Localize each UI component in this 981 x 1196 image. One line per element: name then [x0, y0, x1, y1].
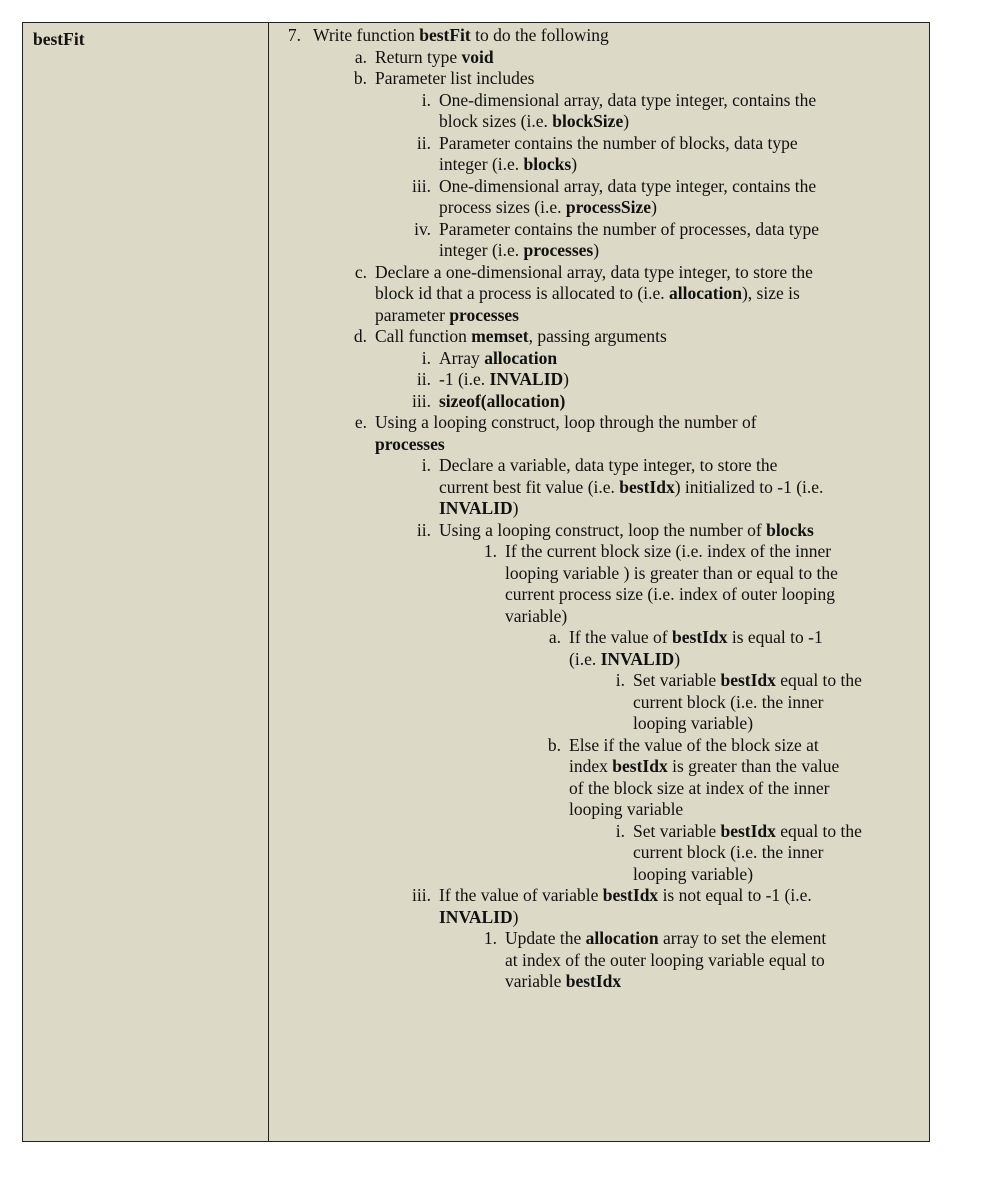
step-text: current process size (i.e. index of outer looping: [505, 584, 835, 604]
function-name-cell: [23, 23, 269, 1141]
step-marker: iv.: [414, 218, 431, 239]
step-text: array to set the element: [658, 928, 827, 948]
step-text: -1 (i.e.: [439, 369, 490, 389]
step-text: Array: [439, 347, 485, 368]
step-line: [633, 692, 823, 713]
step-marker: i.: [615, 820, 625, 841]
step-text: is equal to -1: [727, 627, 823, 647]
step-text: block id that a process is allocated to (i.e.: [375, 283, 670, 303]
step-marker: i.: [421, 89, 431, 110]
step-marker: 7.: [287, 25, 301, 45]
step-line: [375, 262, 813, 283]
step-line: [505, 928, 826, 949]
step-text: Write function: [313, 25, 420, 45]
step-marker: b.: [353, 68, 367, 88]
step-text: integer (i.e.: [439, 154, 524, 174]
step-text: If the value of: [569, 627, 673, 647]
step-line: [375, 47, 494, 68]
step-text: looping variable): [633, 863, 754, 884]
step-line: [439, 219, 819, 240]
step-text: is not equal to -1 (i.e.: [658, 885, 812, 905]
step-marker: i.: [421, 347, 431, 368]
bold-term: sizeof(allocation): [439, 390, 566, 411]
bold-term: allocation: [669, 283, 742, 303]
step-line: [633, 842, 823, 863]
step-line: [439, 885, 812, 906]
bold-term: processes: [449, 304, 519, 325]
step-marker: a.: [354, 46, 367, 67]
step-line: [439, 348, 557, 369]
step-line: [439, 907, 518, 928]
step-text: current best fit value (i.e.: [439, 476, 620, 497]
step-line: [505, 971, 621, 992]
step-text: looping variable): [633, 713, 754, 733]
step-text: looping variable: [569, 799, 684, 819]
step-marker: ii.: [416, 369, 431, 389]
step-line: [439, 520, 814, 541]
step-line: [313, 25, 609, 46]
step-marker: d.: [353, 326, 367, 346]
step-text: ): [571, 154, 578, 174]
step-marker: a.: [548, 627, 561, 647]
bold-term: allocation: [484, 347, 558, 368]
step-line: [439, 477, 823, 498]
bold-term: allocation: [585, 928, 659, 948]
bold-term: bestIdx: [612, 756, 668, 776]
bold-term: blocks: [523, 154, 572, 174]
bold-term: INVALID: [600, 648, 675, 669]
step-marker: ii.: [416, 132, 431, 153]
step-text: index: [569, 756, 613, 776]
step-text: parameter: [375, 304, 450, 325]
step-text: Using a looping construct, loop through the number of: [375, 412, 757, 432]
step-text: ): [512, 498, 519, 518]
step-line: [569, 778, 829, 799]
step-line: [569, 627, 823, 648]
step-text: Set variable: [633, 820, 721, 841]
step-text: process sizes (i.e.: [439, 197, 566, 217]
bold-term: INVALID: [439, 498, 513, 518]
step-line: [375, 326, 667, 347]
bold-term: bestIdx: [602, 885, 659, 905]
step-text: equal to the: [775, 670, 862, 690]
step-text: looping variable ) is greater than or equal to the: [505, 562, 838, 583]
step-text: If the value of variable: [439, 885, 603, 905]
step-text: Using a looping construct, loop the number of: [439, 519, 767, 540]
step-marker: iii.: [412, 175, 431, 196]
step-line: [505, 950, 825, 971]
step-marker: b.: [547, 734, 561, 755]
step-text: variable): [505, 605, 568, 626]
step-marker: ii.: [416, 519, 431, 540]
step-text: Parameter contains the number of blocks, data type: [439, 132, 798, 153]
bold-term: bestIdx: [720, 670, 776, 690]
bold-term: INVALID: [439, 906, 513, 927]
step-line: [505, 563, 838, 584]
step-marker: e.: [354, 412, 367, 432]
step-text: Set variable: [633, 670, 721, 690]
step-line: [439, 240, 599, 261]
step-line: [505, 584, 835, 605]
step-text: Parameter contains the number of processes, data type: [439, 218, 820, 239]
step-text: current block (i.e. the inner: [633, 842, 824, 862]
step-marker: i.: [421, 455, 431, 475]
step-text: equal to the: [775, 820, 862, 841]
step-text: ) initialized to -1 (i.e.: [674, 476, 824, 497]
step-marker: 1.: [483, 928, 497, 948]
step-text: ): [623, 111, 630, 131]
step-marker: i.: [615, 670, 625, 690]
step-text: of the block size at index of the inner: [569, 777, 830, 798]
step-text: is greater than the value: [667, 756, 840, 776]
step-marker: iii.: [412, 390, 431, 411]
function-name: bestFit: [33, 29, 85, 49]
step-text: to do the following: [470, 25, 609, 45]
step-text: ): [674, 648, 681, 669]
step-line: [505, 541, 831, 562]
step-text: current block (i.e. the inner: [633, 691, 824, 712]
step-line: [439, 498, 518, 519]
step-line: [375, 412, 757, 433]
step-text: Update the: [505, 928, 586, 948]
step-line: [569, 799, 683, 820]
step-line: [439, 455, 777, 476]
step-line: [439, 176, 816, 197]
step-line: [439, 369, 569, 390]
step-line: [439, 391, 565, 412]
bold-term: processes: [523, 240, 594, 260]
steps-cell: [269, 23, 929, 1141]
step-line: [439, 90, 816, 111]
bold-term: bestIdx: [565, 971, 622, 991]
step-text: One-dimensional array, data type integer, contains the: [439, 175, 817, 196]
bold-term: INVALID: [489, 369, 564, 389]
bold-term: blocks: [766, 519, 814, 540]
bold-term: blockSize: [552, 111, 624, 131]
step-line: [439, 197, 657, 218]
step-text: ), size is: [741, 283, 800, 303]
step-marker: 1.: [483, 541, 497, 561]
step-line: [375, 434, 445, 455]
step-text: Call function: [375, 326, 472, 346]
step-text: block sizes (i.e.: [439, 111, 553, 131]
bold-term: memset: [471, 326, 529, 346]
step-text: Parameter list includes: [375, 68, 535, 88]
bold-term: bestIdx: [619, 476, 675, 497]
step-text: at index of the outer looping variable equal to: [505, 949, 825, 970]
step-line: [439, 111, 629, 132]
step-line: [439, 154, 577, 175]
step-line: [569, 756, 839, 777]
step-line: [633, 864, 753, 885]
step-text: Declare a variable, data type integer, to store the: [439, 455, 778, 475]
step-line: [633, 713, 753, 734]
bold-term: processSize: [565, 197, 652, 217]
step-line: [375, 68, 534, 89]
step-text: , passing arguments: [528, 326, 667, 346]
step-text: Return type: [375, 46, 462, 67]
step-line: [375, 305, 519, 326]
step-line: [633, 821, 862, 842]
step-line: [375, 283, 800, 304]
step-text: One-dimensional array, data type integer, contains the: [439, 89, 817, 110]
step-line: [633, 670, 862, 691]
step-line: [569, 735, 819, 756]
step-line: [569, 649, 680, 670]
step-line: [505, 606, 567, 627]
step-text: Declare a one-dimensional array, data type integer, to store the: [375, 261, 813, 282]
step-text: If the current block size (i.e. index of the inner: [505, 541, 832, 561]
bold-term: bestIdx: [720, 820, 776, 841]
bold-term: bestFit: [419, 25, 471, 45]
step-text: variable: [505, 971, 566, 991]
step-text: integer (i.e.: [439, 240, 524, 260]
step-marker: iii.: [412, 885, 431, 905]
step-text: ): [651, 197, 657, 217]
step-text: ): [593, 240, 600, 260]
instruction-table: [22, 22, 930, 1142]
bold-term: processes: [375, 433, 445, 454]
step-text: (i.e.: [569, 648, 601, 669]
step-text: ): [512, 906, 519, 927]
bold-term: bestIdx: [672, 627, 728, 647]
step-text: ): [563, 369, 569, 389]
step-line: [439, 133, 798, 154]
step-text: Else if the value of the block size at: [569, 734, 819, 755]
bold-term: void: [461, 46, 494, 67]
step-marker: c.: [354, 261, 367, 282]
